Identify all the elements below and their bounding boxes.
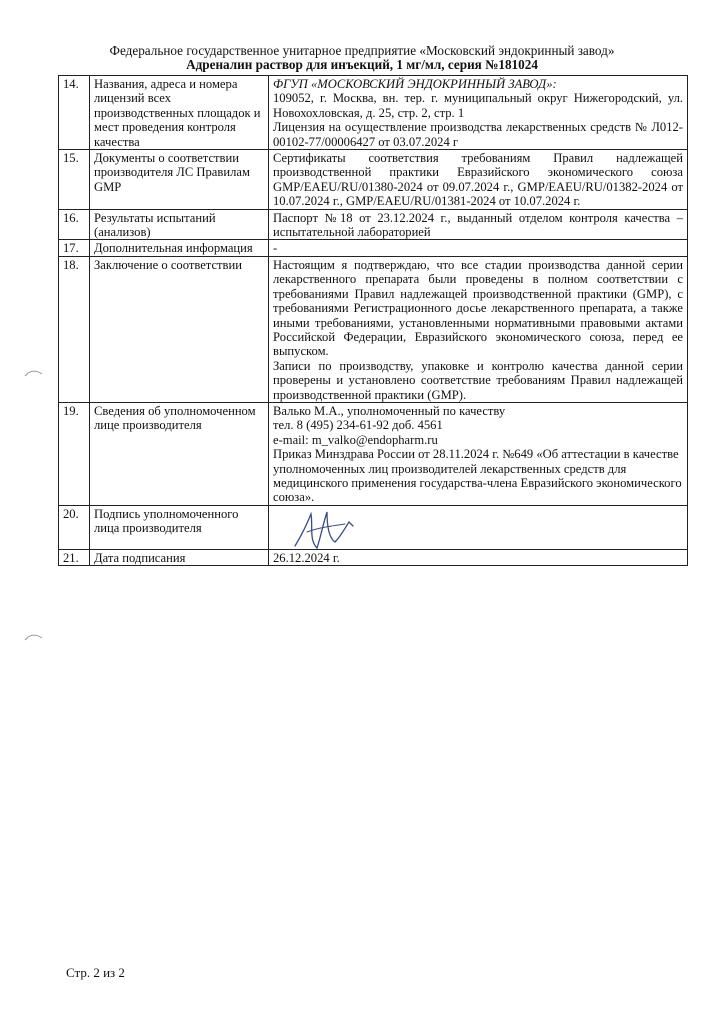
row-label: Подпись уполномоченного лица производителя bbox=[90, 505, 269, 549]
row-number: 15. bbox=[59, 150, 90, 210]
signing-date: 26.12.2024 г. bbox=[269, 549, 688, 565]
page-number: Стр. 2 из 2 bbox=[66, 965, 125, 980]
product-title: Адреналин раствор для инъекций, 1 мг/мл, серия №181024 bbox=[186, 57, 538, 72]
table-row-14 bbox=[59, 76, 688, 150]
row-label: Сведения об уполномоченном лице производителя bbox=[90, 402, 269, 505]
table-row-20 bbox=[59, 505, 688, 549]
additional-info: - bbox=[269, 240, 688, 256]
row-number: 20. bbox=[59, 505, 90, 549]
row-number: 14. bbox=[59, 76, 90, 150]
table-row-19 bbox=[59, 402, 688, 505]
row-label: Названия, адреса и номера лицензий всех производственных площадок и мест проведения контроля качества bbox=[90, 76, 269, 150]
scan-mark-icon bbox=[24, 368, 44, 378]
certificate-table bbox=[58, 75, 688, 566]
row-label: Заключение о соответствии bbox=[90, 256, 269, 402]
gmp-certificates: Сертификаты соответствия требованиям Правил надлежащей производственной практики Евразийского экономического союза GMP/EAEU/RU/01380-2024 от 09.07.2024 г., GMP/EAEU/RU/01382-2024 от 10.07.2024 г., GMP/EAEU/RU/01381-2024 от 10.07.2024 г. bbox=[269, 150, 688, 210]
row-label: Дата подписания bbox=[90, 549, 269, 565]
company-name: ФГУП «МОСКОВСКИЙ ЭНДОКРИННЫЙ ЗАВОД»: bbox=[273, 77, 557, 91]
row-number: 21. bbox=[59, 549, 90, 565]
row-value bbox=[269, 76, 688, 150]
row-number: 16. bbox=[59, 209, 90, 240]
qualified-person-name: Валько М.А., уполномоченный по качеству bbox=[273, 403, 506, 418]
conclusion-paragraph: Настоящим я подтверждаю, что все стадии производства данной серии лекарственного препарата были проведены в полном соответствии с требованиями Правил надлежащей производственной практики (GMP), с требованиями Регистрационного досье лекарственного препарата, а также иными требованиями, установленными нормативными правовыми актами Российской Федерации, Евразийского экономического союза, перед ее выпуском. bbox=[273, 257, 683, 359]
handwritten-signature-icon bbox=[287, 506, 377, 554]
conformity-conclusion bbox=[269, 256, 688, 402]
site-address: 109052, г. Москва, вн. тер. г. муниципальный округ Нижегородский, ул. Новохохловская, д. 25, стр. 2, стр. 1 bbox=[273, 91, 683, 120]
signature-cell bbox=[269, 505, 688, 549]
row-number: 17. bbox=[59, 240, 90, 256]
attestation-order: Приказ Минздрава России от 28.11.2024 г. №649 «Об аттестации в качестве уполномоченных лиц производителей лекарственных средств для медицинского применения государства-члена Евразийского экономического союза». bbox=[273, 447, 682, 505]
row-label: Документы о соответствии производителя ЛС Правилам GMP bbox=[90, 150, 269, 210]
conclusion-paragraph: Записи по производству, упаковке и контролю качества данной серии проверены и установлено соответствие требованиям Правил надлежащей производственной практики (GMP). bbox=[273, 358, 683, 402]
row-number: 19. bbox=[59, 402, 90, 505]
qualified-person-info bbox=[269, 402, 688, 505]
row-label: Результаты испытаний (анализов) bbox=[90, 209, 269, 240]
row-label: Дополнительная информация bbox=[90, 240, 269, 256]
test-results: Паспорт №18 от 23.12.2024 г., выданный отделом контроля качества – испытательной лабораторией bbox=[269, 209, 688, 240]
scan-mark-icon bbox=[24, 632, 44, 642]
license-number: Лицензия на осуществление производства лекарственных средств № Л012-00102-77/00006427 от 03.07.2024 г bbox=[273, 120, 683, 149]
phone-number: тел. 8 (495) 234-61-92 доб. 4561 bbox=[273, 418, 443, 433]
document-header bbox=[0, 44, 724, 72]
table-row-16 bbox=[59, 209, 688, 240]
email-address: e-mail: m_valko@endopharm.ru bbox=[273, 432, 438, 447]
table-row-18 bbox=[59, 256, 688, 402]
row-number: 18. bbox=[59, 256, 90, 402]
organization-name: Федеральное государственное унитарное предприятие «Московский эндокринный завод» bbox=[109, 43, 615, 58]
table-row-17 bbox=[59, 240, 688, 256]
table-row-15 bbox=[59, 150, 688, 210]
